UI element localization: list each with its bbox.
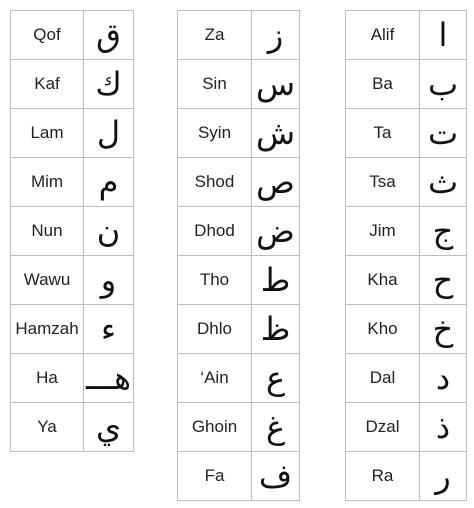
letter-name: Lam bbox=[11, 109, 84, 158]
letter-row bbox=[11, 403, 134, 452]
letter-row bbox=[178, 403, 300, 452]
arabic-letter: ش bbox=[252, 109, 300, 158]
letter-name: Za bbox=[178, 11, 252, 60]
letter-name: Tho bbox=[178, 256, 252, 305]
arabic-letter: ح bbox=[420, 256, 467, 305]
letter-row bbox=[178, 158, 300, 207]
letter-row bbox=[346, 305, 467, 354]
arabic-letter: ء bbox=[84, 305, 134, 354]
letter-row bbox=[346, 60, 467, 109]
arabic-letter: هـــ bbox=[84, 354, 134, 403]
arabic-letter: ج bbox=[420, 207, 467, 256]
letter-row bbox=[11, 354, 134, 403]
letter-name: ‘Ain bbox=[178, 354, 252, 403]
arabic-letter: و bbox=[84, 256, 134, 305]
letter-name: Mim bbox=[11, 158, 84, 207]
letter-row bbox=[346, 354, 467, 403]
letter-row bbox=[178, 452, 300, 501]
letter-name: Ba bbox=[346, 60, 420, 109]
letter-row bbox=[346, 109, 467, 158]
letter-row bbox=[346, 11, 467, 60]
arabic-letter: ص bbox=[252, 158, 300, 207]
arabic-letter: ل bbox=[84, 109, 134, 158]
arabic-letter: ظ bbox=[252, 305, 300, 354]
letter-name: Dzal bbox=[346, 403, 420, 452]
arabic-letter: د bbox=[420, 354, 467, 403]
letter-row bbox=[346, 158, 467, 207]
letter-name: Nun bbox=[11, 207, 84, 256]
arabic-letter: ط bbox=[252, 256, 300, 305]
letter-name: Ta bbox=[346, 109, 420, 158]
arabic-letter: ي bbox=[84, 403, 134, 452]
arabic-letter: ف bbox=[252, 452, 300, 501]
letter-row bbox=[178, 256, 300, 305]
letter-row bbox=[11, 256, 134, 305]
letter-name: Sin bbox=[178, 60, 252, 109]
letter-row bbox=[178, 207, 300, 256]
letter-name: Fa bbox=[178, 452, 252, 501]
letter-name: Alif bbox=[346, 11, 420, 60]
letter-row bbox=[346, 452, 467, 501]
letter-name: Ghoin bbox=[178, 403, 252, 452]
letter-row bbox=[178, 305, 300, 354]
letter-name: Ra bbox=[346, 452, 420, 501]
arabic-letter: ث bbox=[420, 158, 467, 207]
arabic-letter: خ bbox=[420, 305, 467, 354]
arabic-letter: ن bbox=[84, 207, 134, 256]
arabic-letter: م bbox=[84, 158, 134, 207]
letter-name: Wawu bbox=[11, 256, 84, 305]
letter-name: Ya bbox=[11, 403, 84, 452]
arabic-letter: ذ bbox=[420, 403, 467, 452]
letters-table-left bbox=[10, 10, 134, 452]
letter-name: Qof bbox=[11, 11, 84, 60]
letter-name: Dhlo bbox=[178, 305, 252, 354]
letter-row bbox=[11, 60, 134, 109]
letter-row bbox=[346, 256, 467, 305]
arabic-letter: ر bbox=[420, 452, 467, 501]
letter-name: Shod bbox=[178, 158, 252, 207]
arabic-letter: ت bbox=[420, 109, 467, 158]
letter-row bbox=[178, 11, 300, 60]
letter-name: Dhod bbox=[178, 207, 252, 256]
letter-name: Dal bbox=[346, 354, 420, 403]
arabic-letter: ض bbox=[252, 207, 300, 256]
letter-row bbox=[11, 305, 134, 354]
arabic-letter: ب bbox=[420, 60, 467, 109]
letter-name: Tsa bbox=[346, 158, 420, 207]
letter-row bbox=[178, 60, 300, 109]
arabic-letter: ا bbox=[420, 11, 467, 60]
letter-name: Hamzah bbox=[11, 305, 84, 354]
letter-row bbox=[346, 207, 467, 256]
letter-row bbox=[346, 403, 467, 452]
letter-row bbox=[178, 109, 300, 158]
letters-table-middle bbox=[177, 10, 300, 501]
arabic-letter: ك bbox=[84, 60, 134, 109]
arabic-letter: غ bbox=[252, 403, 300, 452]
letters-table-right bbox=[345, 10, 467, 501]
letter-row bbox=[11, 158, 134, 207]
letter-name: Syin bbox=[178, 109, 252, 158]
letter-row bbox=[11, 11, 134, 60]
letter-name: Kha bbox=[346, 256, 420, 305]
arabic-letter: ع bbox=[252, 354, 300, 403]
arabic-letter: س bbox=[252, 60, 300, 109]
letter-name: Jim bbox=[346, 207, 420, 256]
letter-name: Kho bbox=[346, 305, 420, 354]
letter-row bbox=[11, 207, 134, 256]
arabic-letter: ز bbox=[252, 11, 300, 60]
letter-name: Ha bbox=[11, 354, 84, 403]
arabic-letter: ق bbox=[84, 11, 134, 60]
letter-row bbox=[11, 109, 134, 158]
letter-row bbox=[178, 354, 300, 403]
letter-name: Kaf bbox=[11, 60, 84, 109]
